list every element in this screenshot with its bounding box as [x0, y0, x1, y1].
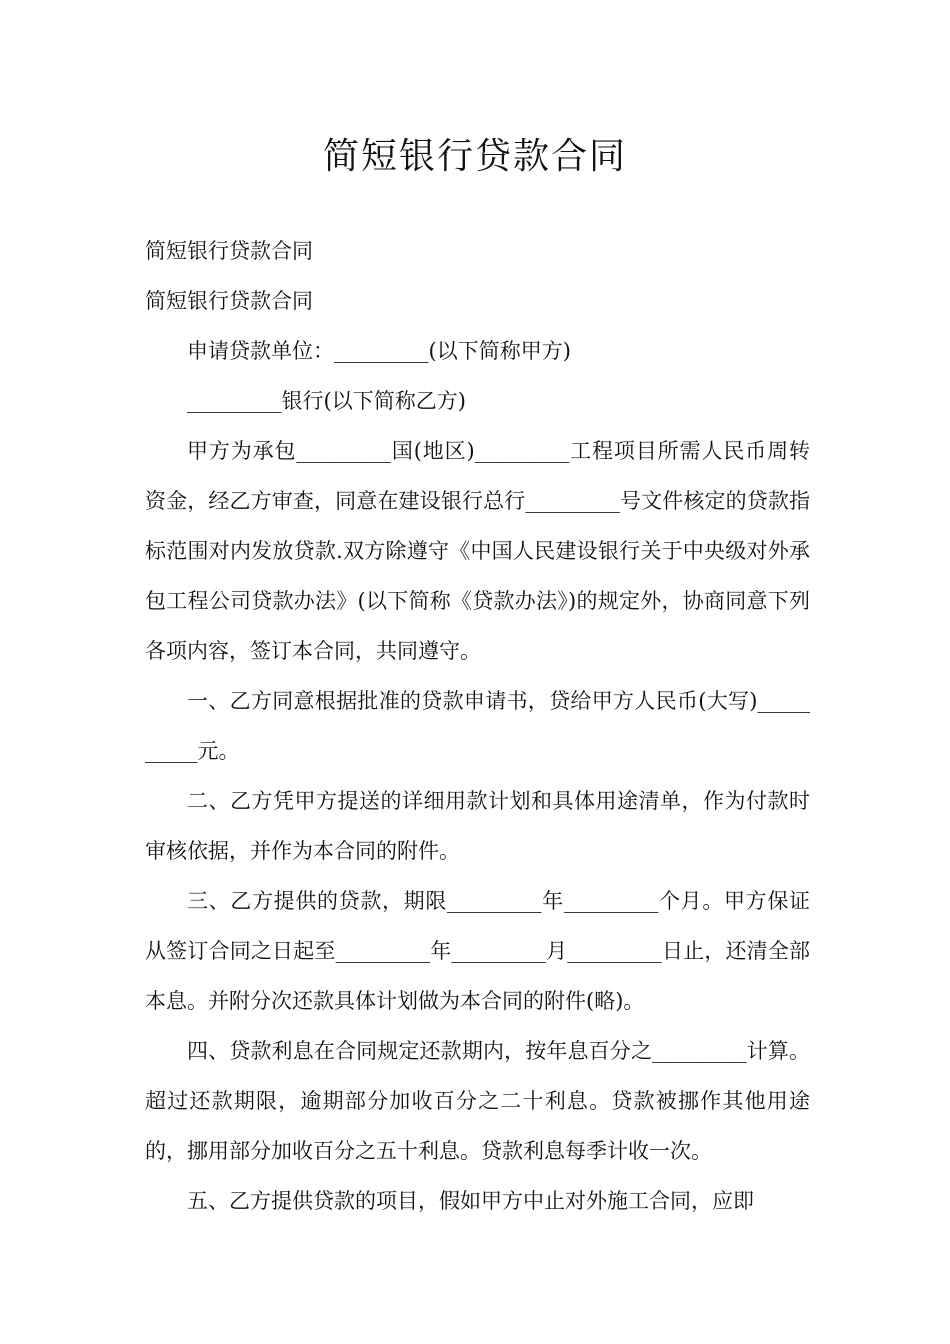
clause-2-paragraph: 二、乙方凭甲方提送的详细用款计划和具体用途清单，作为付款时审核依据，并作为本合同的附件。: [145, 789, 810, 863]
clause-1-paragraph: 一、乙方同意根据批准的贷款申请书，贷给甲方人民币(大写)__________元。: [145, 689, 810, 763]
subtitle-line: 简短银行贷款合同: [145, 289, 313, 313]
clause-3-paragraph: 三、乙方提供的贷款，期限_________年_________个月。甲方保证从签订合同之日起至_________年_________月_________日止，还清全部本息。并附分次还款具体计划做为本合同的附件(略)。: [145, 889, 810, 1013]
party-b-line: _________银行(以下简称乙方): [187, 389, 466, 413]
clause-4-paragraph: 四、贷款利息在合同规定还款期内，按年息百分之_________计算。超过还款期限，逾期部分加收百分之二十利息。贷款被挪作其他用途的，挪用部分加收百分之五十利息。贷款利息每季计收一次。: [145, 1039, 810, 1163]
clause-5-paragraph: 五、乙方提供贷款的项目，假如甲方中止对外施工合同，应即: [187, 1189, 754, 1213]
party-a-line: 申请贷款单位：_________(以下简称甲方): [187, 339, 571, 363]
preamble-paragraph: 甲方为承包_________国(地区)_________工程项目所需人民币周转资金，经乙方审查，同意在建设银行总行_________号文件核定的贷款指标范围对内发放贷款.双方除遵守《中国人民建设银行关于中央级对外承包工程公司贷款办法》(以下简称《贷款办法》)的规定外，协商同意下列各项内容，签订本合同，共同遵守。: [145, 439, 810, 663]
subtitle-line: 简短银行贷款合同: [145, 239, 313, 263]
document-title: 简短银行贷款合同: [322, 136, 627, 177]
document-body: [145, 226, 810, 1226]
